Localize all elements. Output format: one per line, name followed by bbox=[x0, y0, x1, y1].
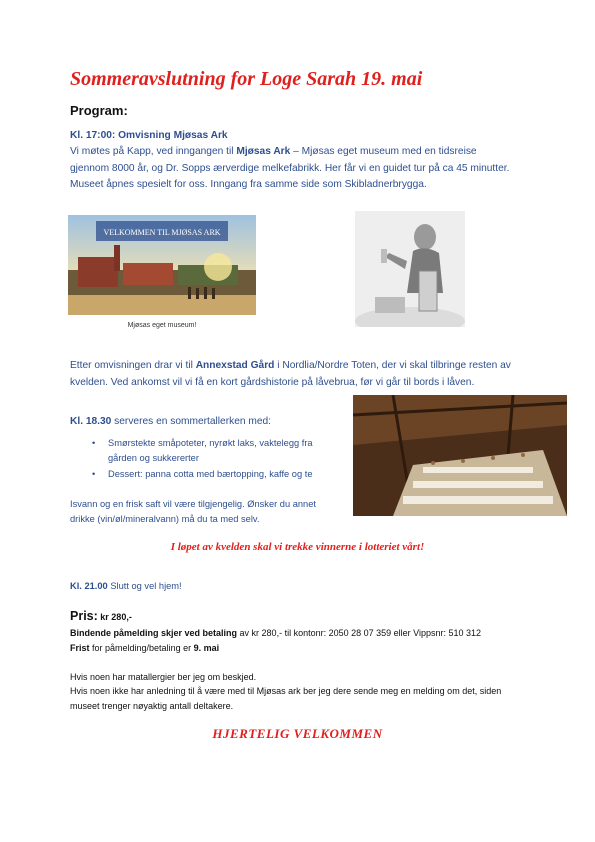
barn-photo bbox=[353, 395, 567, 516]
allergy-note: Hvis noen har matallergier ber jeg om beskjed. bbox=[70, 672, 257, 682]
menu-list bbox=[92, 436, 342, 483]
historical-photo bbox=[355, 211, 465, 327]
tour-heading: Kl. 17:00: Omvisning Mjøsas Ark bbox=[70, 130, 228, 141]
banner-text: VELKOMMEN TIL MJØSAS ARK bbox=[103, 228, 221, 237]
closing-greeting: HJERTELIG VELKOMMEN bbox=[212, 726, 383, 741]
list-item: • Smørstekte småpoteter, nyrøkt laks, vaktelegg fra gården og sukkererter bbox=[92, 436, 342, 466]
museum-photo bbox=[68, 215, 256, 331]
list-item: • Dessert: panna cotta med bærtopping, kaffe og te bbox=[92, 467, 342, 482]
tour-paragraph: Vi møtes på Kapp, ved inngangen til Mjøsas Ark – Mjøsas eget museum med en tidsreise gjennom 8000 år, og Dr. Sopps ærverdige melkefabrikk. Her får vi en guidet tur på ca 45 minutter. Museet åpnes spesielt for oss. Inngang fra samme side som Skibladnerbrygga. bbox=[70, 146, 510, 190]
raffle-note: I løpet av kvelden skal vi trekke vinnerne i lotteriet vårt! bbox=[170, 541, 425, 553]
drinks-paragraph: Isvann og en frisk saft vil være tilgjengelig. Ønsker du annet drikke (vin/øl/mineralvann) må du ta med selv. bbox=[70, 499, 316, 524]
photo-caption: Mjøsas eget museum! bbox=[127, 322, 197, 329]
dinner-paragraph: Kl. 18.30 serveres en sommertallerken med: bbox=[70, 416, 272, 427]
end-paragraph: Kl. 21.00 Slutt og vel hjem! bbox=[70, 581, 182, 591]
payment-info: Bindende påmelding skjer ved betaling av kr 280,- til kontonr: 2050 28 07 359 eller Vippsnr: 510 312 bbox=[70, 628, 482, 638]
deadline-info: Frist for påmelding/betaling er 9. mai bbox=[70, 643, 220, 653]
program-heading: Program: bbox=[70, 103, 128, 118]
price-heading: Pris: kr 280,- bbox=[70, 609, 132, 623]
absence-note: Hvis noen ikke har anledning til å være med til Mjøsas ark ber jeg dere sende meg en melding om det, siden museet trenger nøyaktig antall deltakere. bbox=[70, 686, 502, 711]
farm-paragraph: Etter omvisningen drar vi til Annexstad Gård i Nordlia/Nordre Toten, der vi skal tilbringe resten av kvelden. Ved ankomst vil vi få en kort gårdshistorie på låvebrua, før vi går til bords i låven. bbox=[70, 360, 511, 388]
page-title: Sommeravslutning for Loge Sarah 19. mai bbox=[70, 68, 423, 90]
